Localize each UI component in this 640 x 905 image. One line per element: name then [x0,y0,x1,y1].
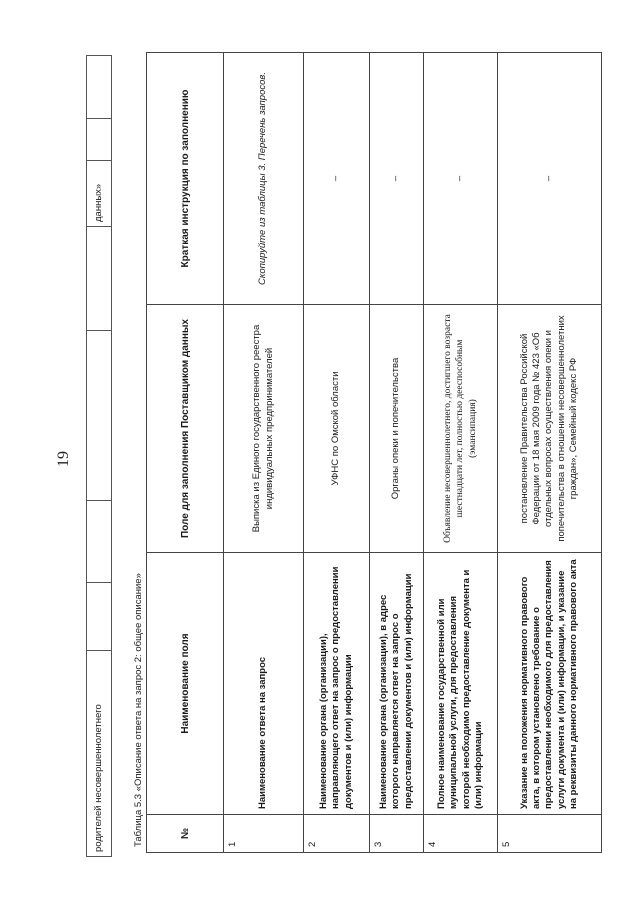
row-instruction: – [304,53,370,305]
row-num: 1 [224,815,304,853]
row-instruction: – [424,53,498,305]
page-number: 19 [55,451,72,467]
row-field-name: Наименование ответа на запрос [224,553,304,815]
row-supplier-field: УФНС по Омской области [304,305,370,553]
fragment-cell [87,582,111,650]
row-num: 4 [424,815,498,853]
row-instruction: Скопируйте из таблицы 3. Перечень запросов. [224,53,304,305]
row-field-name: Наименование органа (организации), направляющего ответ на запрос о предоставлении документов и (или) информации [304,553,370,815]
table-row [304,53,370,853]
table-row [424,53,498,853]
row-num: 5 [498,815,602,853]
table-row [370,53,424,853]
header-supplier-field: Поле для заполнения Поставщиком данных [147,305,224,553]
table-caption: Таблица 5.3 «Описание ответа на запрос 2: общее описание» [133,573,144,847]
header-field-name: Наименование поля [147,553,224,815]
row-supplier-field: постановление Правительства Российской Федерации от 18 мая 2009 года № 423 «Об отдельных вопросах осуществления опеки и попечительства в отношении несовершеннолетних граждан», Семейный кодекс РФ [498,305,602,553]
header-num: № [147,815,224,853]
row-num: 3 [370,815,424,853]
row-supplier-field: Выписка из Единого государственного реестра индивидуальных предпринимателей [224,305,304,553]
fragment-cell [87,500,111,582]
fragment-cell: родителей несовершеннолетнего [87,650,111,856]
row-supplier-field: Объявление несовершеннолетнего, достигшего возраста шестнадцати лет, полностью дееспособным (эмансипация) [424,305,498,553]
row-field-name: Указание на положения нормативного правового акта, в котором установлено требование о предоставлении необходимого для предоставления услуги документа и (или) информации, и указание на реквизиты данного нормативного правового акта [498,553,602,815]
row-instruction: – [498,53,602,305]
row-instruction: – [370,53,424,305]
fragment-cell [87,118,111,160]
table-row [224,53,304,853]
response-description-table [146,52,602,853]
fragment-cell [87,226,111,330]
fragment-cell: данных» [87,160,111,226]
previous-table-fragment [86,55,112,857]
fragment-cell [87,330,111,500]
table-header-row [147,53,224,853]
row-field-name: Наименование органа (организации), в адрес которого направляется ответ на запрос о предоставлении документов и (или) информации [370,553,424,815]
row-supplier-field: Органы опеки и попечительства [370,305,424,553]
row-num: 2 [304,815,370,853]
fragment-cell [87,56,111,118]
row-field-name: Полное наименование государственной или муниципальной услуги, для предоставления которой необходимо предоставление документа и (или) информации [424,553,498,815]
table-row [498,53,602,853]
header-instruction: Краткая инструкция по заполнению [147,53,224,305]
